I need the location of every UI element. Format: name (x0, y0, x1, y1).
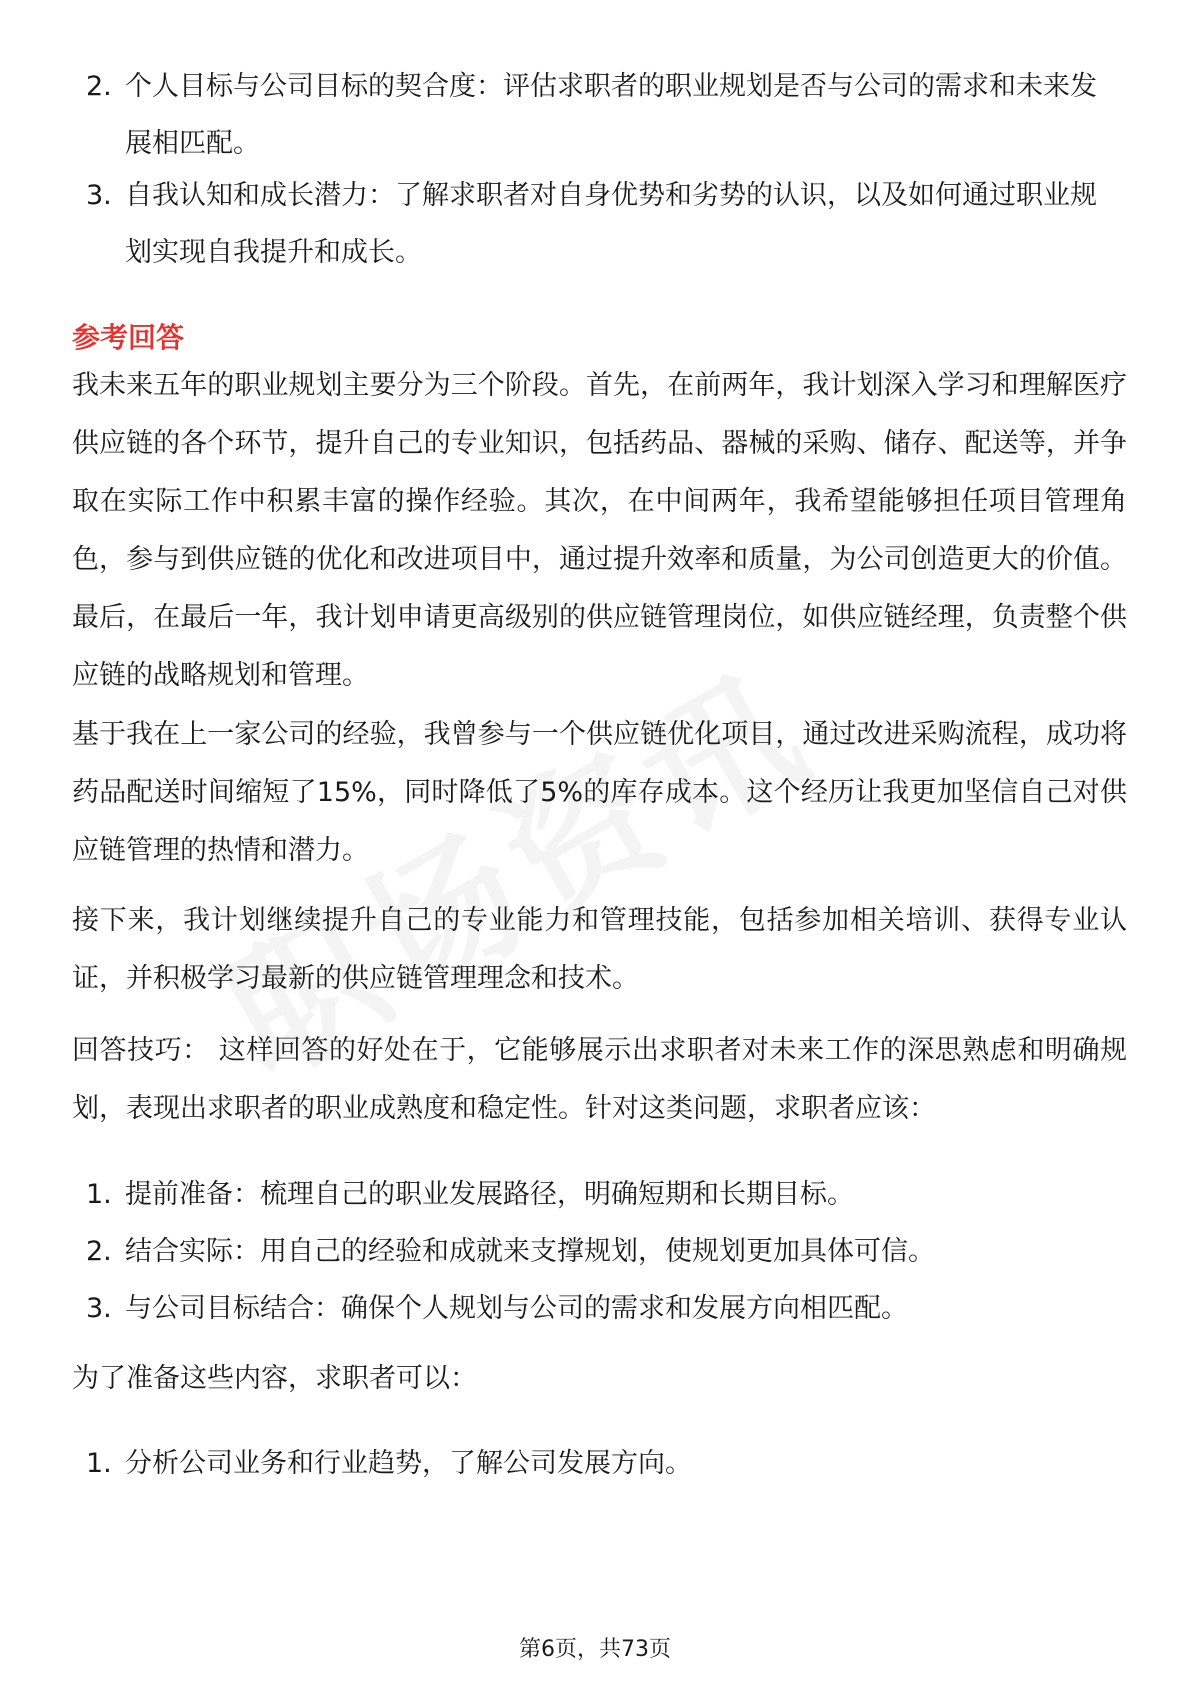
list-item-text: 分析公司业务和行业趋势，了解公司发展方向。 (125, 1448, 692, 1479)
list-item-text: 提前准备：梳理自己的职业发展路径，明确短期和长期目标。 (125, 1179, 854, 1210)
list-item (0, 58, 1115, 172)
answer-paragraph-3: 接下来，我计划继续提升自己的专业能力和管理技能，包括参加相关培训、获得专业认证，并积极学习最新的供应链管理理念和技术。 (72, 905, 1127, 994)
list-number: 2. (86, 1236, 112, 1267)
list-number: 1. (86, 1448, 112, 1479)
section-heading: 参考回答 (72, 321, 185, 354)
tips-intro: 回答技巧： 这样回答的好处在于，它能够展示出求职者对未来工作的深思熟虑和明确规划，表现出求职者的职业成熟度和稳定性。针对这类问题，求职者应该： (72, 1035, 1127, 1124)
list-item-text: 结合实际：用自己的经验和成就来支撑规划，使规划更加具体可信。 (125, 1236, 935, 1267)
list-item (0, 1280, 1115, 1337)
tips-list (0, 1166, 1190, 1337)
page-footer: 第6页，共73页 (519, 1637, 671, 1662)
list-item-text: 自我认知和成长潜力：了解求职者对自身优势和劣势的认识，以及如何通过职业规划实现自我提升和成长。 (125, 180, 1097, 268)
answer-paragraph-1: 我未来五年的职业规划主要分为三个阶段。首先，在前两年，我计划深入学习和理解医疗供应链的各个环节，提升自己的专业知识，包括药品、器械的采购、储存、配送等，并争取在实际工作中积累丰富的操作经验。其次，在中间两年，我希望能够担任项目管理角色，参与到供应链的优化和改进项目中，通过提升效率和质量，为公司创造更大的价值。最后，在最后一年，我计划申请更高级别的供应链管理岗位，如供应链经理，负责整个供应链的战略规划和管理。 (72, 370, 1127, 691)
criteria-list (0, 58, 1190, 281)
list-number: 2. (86, 71, 112, 102)
answer-paragraph-2: 基于我在上一家公司的经验，我曾参与一个供应链优化项目，通过改进采购流程，成功将药品配送时间缩短了15%，同时降低了5%的库存成本。这个经历让我更加坚信自己对供应链管理的热情和潜力。 (72, 719, 1127, 866)
list-number: 3. (86, 1293, 112, 1324)
prep-list (0, 1435, 1190, 1492)
list-item (0, 1223, 1115, 1280)
list-item-text: 个人目标与公司目标的契合度：评估求职者的职业规划是否与公司的需求和未来发展相匹配。 (125, 71, 1097, 159)
list-item-text: 与公司目标结合：确保个人规划与公司的需求和发展方向相匹配。 (125, 1293, 908, 1324)
list-number: 1. (86, 1179, 112, 1210)
list-item (0, 167, 1115, 281)
list-item (0, 1166, 1115, 1223)
list-item (0, 1435, 1115, 1492)
list-number: 3. (86, 180, 112, 211)
prep-intro: 为了准备这些内容，求职者可以： (72, 1363, 477, 1394)
